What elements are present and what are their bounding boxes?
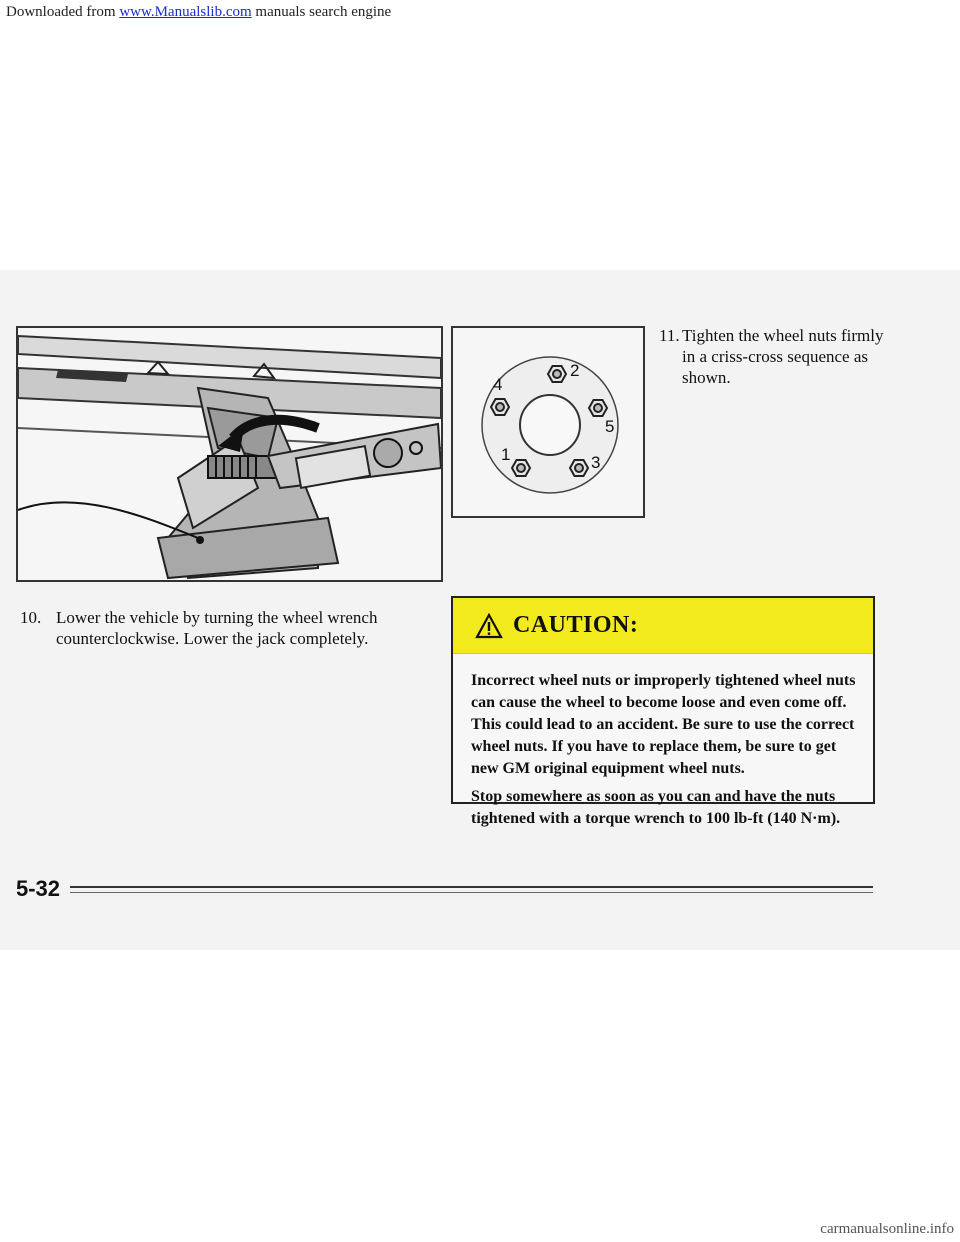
warning-triangle-icon: [475, 613, 503, 639]
nut-label-3: 3: [591, 453, 601, 472]
step-10: [20, 607, 440, 649]
step-10-text: Lower the vehicle by turning the wheel wrench counterclockwise. Lower the jack completely.: [56, 608, 378, 648]
manualslib-link[interactable]: www.Manualslib.com: [119, 4, 252, 20]
step-10-number: 10.: [20, 608, 42, 627]
caution-box: [451, 596, 875, 827]
wheel-nut-sequence-diagram: [451, 326, 645, 518]
nut-label-4: 4: [493, 375, 503, 394]
caution-title: CAUTION:: [513, 612, 639, 638]
footer-rule-top: [70, 886, 873, 888]
caution-header: [453, 598, 873, 654]
nut-label-5: 5: [605, 417, 615, 436]
nut-label-2: 2: [570, 361, 580, 380]
nut-label-1: 1: [501, 445, 511, 464]
footer-rule-bottom: [70, 892, 873, 893]
footer-watermark: carmanualsonline.info: [820, 1221, 954, 1237]
caution-body: [453, 654, 873, 830]
caution-paragraph-1: Incorrect wheel nuts or improperly tightened wheel nuts can cause the wheel to become loose and even come off. This could lead to an accident. Be sure to use the correct wheel nuts. If you have to replace them, be sure to get new GM original equipment wheel nuts.: [471, 672, 856, 777]
banner-suffix: manuals search engine: [251, 4, 392, 20]
step-11-text: Tighten the wheel nuts firmly in a criss-cross sequence as shown.: [682, 326, 884, 387]
step-11-number: 11.: [659, 326, 680, 345]
banner-prefix: Downloaded from: [6, 4, 120, 20]
step-11: [659, 325, 899, 388]
caution-paragraph-2: Stop somewhere as soon as you can and have the nuts tightened with a torque wrench to 100 lb-ft (140 N·m).: [471, 788, 841, 827]
download-banner: [6, 4, 391, 21]
jack-illustration: [16, 326, 443, 582]
page-number: 5-32: [16, 876, 61, 901]
